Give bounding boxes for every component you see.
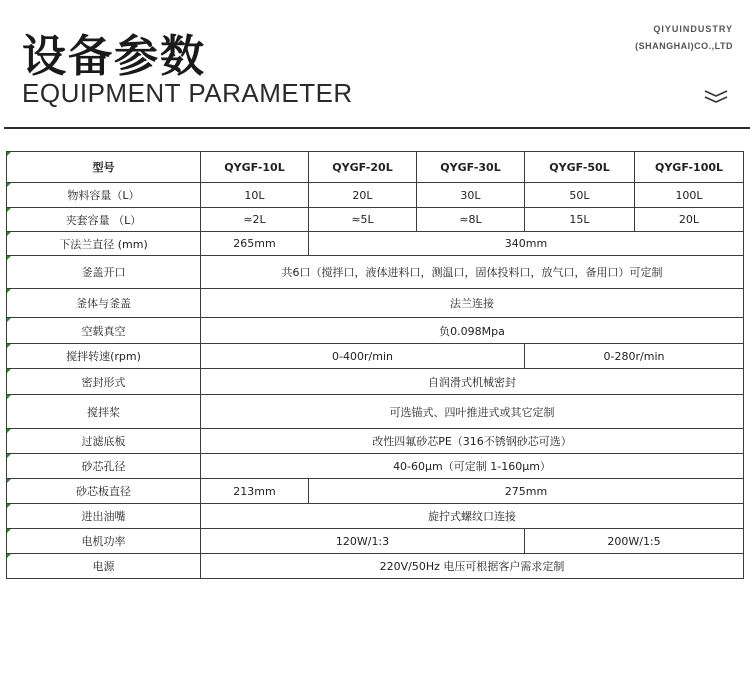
table-cell: 50L	[525, 183, 635, 208]
table-row	[7, 289, 744, 318]
table-cell: 20L	[309, 183, 417, 208]
table-cell: 220V/50Hz 电压可根据客户需求定制	[201, 554, 744, 579]
model-cell: QYGF-50L	[525, 152, 635, 183]
row-label: 搅拌转速(rpm)	[7, 344, 201, 369]
table-cell: 120W/1:3	[201, 529, 525, 554]
row-label: 下法兰直径 (mm)	[7, 232, 201, 256]
table-cell: ≈8L	[417, 208, 525, 232]
table-cell: 265mm	[201, 232, 309, 256]
row-label: 夹套容量 （L）	[7, 208, 201, 232]
row-label: 密封形式	[7, 369, 201, 395]
table-row	[7, 479, 744, 504]
row-label: 进出油嘴	[7, 504, 201, 529]
header-label: 型号	[7, 152, 201, 183]
table-cell: 旋拧式螺纹口连接	[201, 504, 744, 529]
table-cell: 0-280r/min	[525, 344, 744, 369]
double-chevron-down-icon	[704, 90, 728, 104]
company-name: QIYUINDUSTRY	[653, 24, 733, 34]
table-cell: 改性四氟砂芯PE（316不锈钢砂芯可选）	[201, 429, 744, 454]
table-cell: 20L	[635, 208, 744, 232]
model-cell: QYGF-30L	[417, 152, 525, 183]
table-cell: 40-60μm（可定制 1-160μm）	[201, 454, 744, 479]
row-label: 电源	[7, 554, 201, 579]
table-cell: 100L	[635, 183, 744, 208]
row-label: 砂芯孔径	[7, 454, 201, 479]
table-cell: 自润滑式机械密封	[201, 369, 744, 395]
company-location: (SHANGHAI)CO.,LTD	[635, 41, 733, 51]
table-row	[7, 529, 744, 554]
table-cell: 275mm	[309, 479, 744, 504]
table-row	[7, 454, 744, 479]
table-row	[7, 344, 744, 369]
table-row	[7, 208, 744, 232]
table-row	[7, 504, 744, 529]
table-header-row	[7, 152, 744, 183]
row-label: 空载真空	[7, 318, 201, 344]
page-subtitle: EQUIPMENT PARAMETER	[22, 78, 353, 108]
table-cell: 0-400r/min	[201, 344, 525, 369]
table-row	[7, 429, 744, 454]
row-label: 搅拌桨	[7, 395, 201, 429]
table-cell: 213mm	[201, 479, 309, 504]
model-cell: QYGF-100L	[635, 152, 744, 183]
table-row	[7, 554, 744, 579]
table-cell: 可选锚式、四叶推进式或其它定制	[201, 395, 744, 429]
row-label: 电机功率	[7, 529, 201, 554]
header-divider	[4, 127, 750, 129]
table-cell: 10L	[201, 183, 309, 208]
table-cell: ≈2L	[201, 208, 309, 232]
table-cell: 340mm	[309, 232, 744, 256]
row-label: 釜体与釜盖	[7, 289, 201, 318]
table-cell: ≈5L	[309, 208, 417, 232]
table-row	[7, 256, 744, 289]
model-cell: QYGF-10L	[201, 152, 309, 183]
row-label: 过滤底板	[7, 429, 201, 454]
table-row	[7, 395, 744, 429]
parameter-table	[6, 151, 744, 579]
table-cell: 共6口（搅拌口，液体进料口，测温口，固体投料口，放气口，备用口）可定制	[201, 256, 744, 289]
table-row	[7, 318, 744, 344]
table-row	[7, 232, 744, 256]
table-cell: 15L	[525, 208, 635, 232]
row-label: 釜盖开口	[7, 256, 201, 289]
table-cell: 30L	[417, 183, 525, 208]
row-label: 砂芯板直径	[7, 479, 201, 504]
table-row	[7, 183, 744, 208]
table-cell: 200W/1:5	[525, 529, 744, 554]
table-cell: 负0.098Mpa	[201, 318, 744, 344]
model-cell: QYGF-20L	[309, 152, 417, 183]
page-title: 设备参数	[22, 31, 206, 82]
row-label: 物料容量（L）	[7, 183, 201, 208]
table-cell: 法兰连接	[201, 289, 744, 318]
table-row	[7, 369, 744, 395]
